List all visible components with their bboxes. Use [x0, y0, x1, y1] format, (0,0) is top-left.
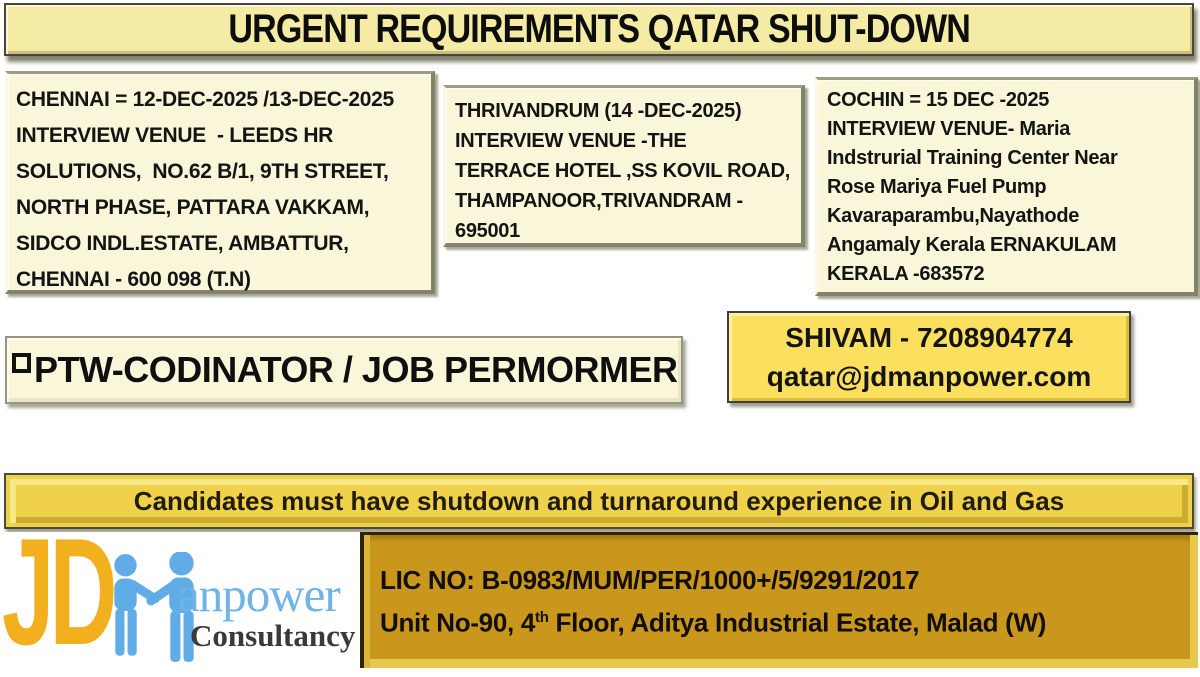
venue-cochin-line: Rose Mariya Fuel Pump — [827, 176, 1047, 198]
contact-box — [727, 311, 1131, 403]
contact-email: qatar@jdmanpower.com — [766, 361, 1092, 392]
venue-cochin-line: Indstrurial Training Center Near — [827, 147, 1118, 169]
venue-thrivandrum-line: THAMPANOOR,TRIVANDRAM - — [455, 190, 743, 212]
venue-cochin-line: COCHIN = 15 DEC -2025 — [827, 89, 1050, 111]
venue-box-chennai — [5, 71, 435, 294]
venue-box-cochin — [815, 77, 1198, 296]
venue-chennai-line: NORTH PHASE, PATTARA VAKKAM, — [16, 196, 370, 219]
venue-thrivandrum-line: THRIVANDRUM (14 -DEC-2025) — [455, 100, 742, 122]
logo-area — [0, 507, 360, 677]
logo-manpower-text: anpower — [178, 567, 340, 622]
venue-chennai-line: CHENNAI = 12-DEC-2025 /13-DEC-2025 — [16, 88, 394, 111]
venue-chennai-line: CHENNAI - 600 098 (T.N) — [16, 268, 251, 291]
venue-cochin-line: Kavaraparambu,Nayathode — [827, 205, 1080, 227]
venue-chennai-line: INTERVIEW VENUE - LEEDS HR — [16, 124, 334, 147]
address-line — [380, 599, 1198, 642]
header-title: URGENT REQUIREMENTS QATAR SHUT-DOWN — [228, 7, 970, 51]
venue-cochin-line: Angamaly Kerala ERNAKULAM — [827, 234, 1117, 256]
venue-thrivandrum-line: INTERVIEW VENUE -THE — [455, 130, 687, 152]
logo-jd-text: JD — [2, 507, 113, 677]
venue-chennai-line: SIDCO INDL.ESTATE, AMBATTUR, — [16, 232, 349, 255]
checkbox-bullet-icon — [12, 353, 31, 373]
logo-consultancy-text: Consultancy — [190, 618, 356, 653]
contact-name-phone: SHIVAM - 7208904774 — [785, 322, 1073, 353]
position-label: PTW-CODINATOR / JOB PERMORMER — [34, 349, 678, 390]
address-ordinal: th — [535, 609, 549, 627]
venue-thrivandrum-line: TERRACE HOTEL ,SS KOVIL ROAD, — [455, 160, 791, 182]
license-box — [360, 532, 1198, 668]
address-part-pre: Unit No-90, 4 — [380, 607, 536, 638]
venue-chennai-line: SOLUTIONS, NO.62 B/1, 9TH STREET, — [16, 160, 389, 183]
venue-cochin-line: KERALA -683572 — [827, 263, 985, 285]
venue-thrivandrum-line: 695001 — [455, 220, 520, 242]
requirement-text: Candidates must have shutdown and turnaround experience in Oil and Gas — [133, 485, 1065, 516]
venue-box-thrivandrum — [443, 85, 805, 247]
address-part-post: Floor, Aditya Industrial Estate, Malad (W) — [548, 607, 1047, 638]
venue-cochin-line: INTERVIEW VENUE- Maria — [827, 118, 1071, 140]
license-number: LIC NO: B-0983/MUM/PER/1000+/5/9291/2017 — [380, 565, 920, 596]
position-box — [5, 336, 683, 404]
requirement-banner — [4, 473, 1194, 529]
header-banner — [4, 3, 1194, 56]
